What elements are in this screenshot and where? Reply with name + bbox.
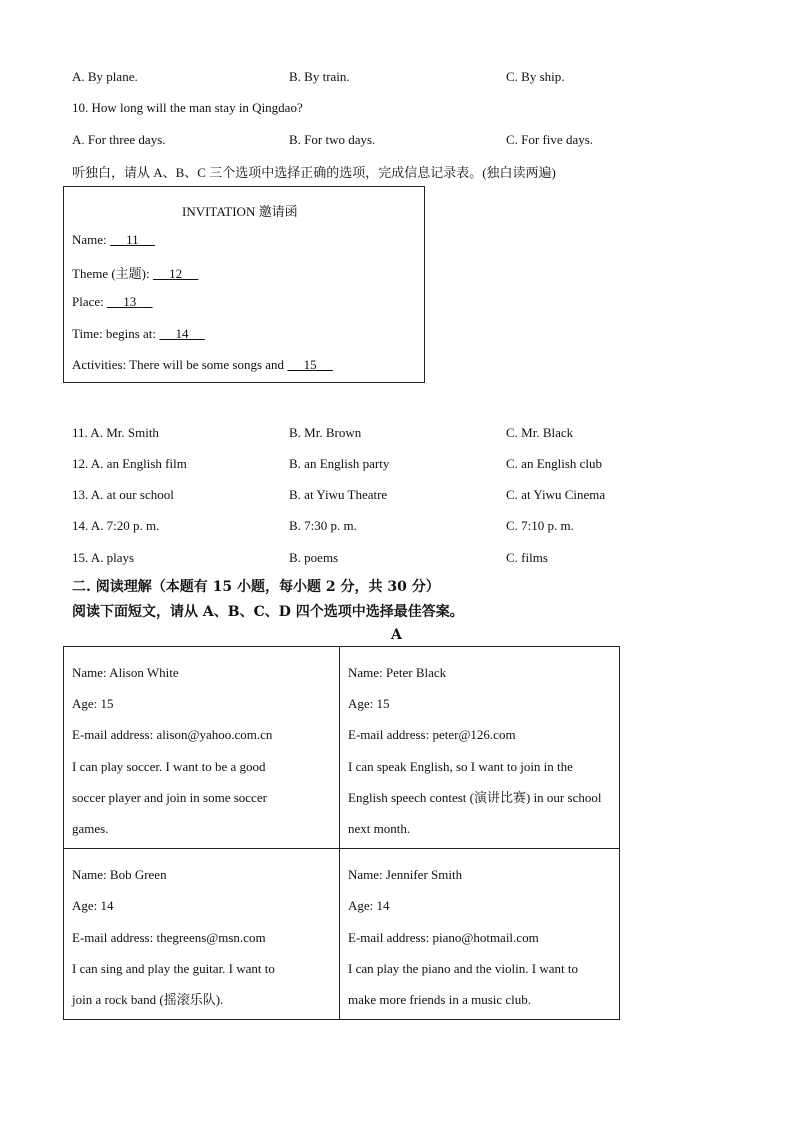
profile-desc-line: I can sing and play the guitar. I want to xyxy=(72,960,275,976)
profile-desc-line: games. xyxy=(72,821,109,837)
invitation-time-line xyxy=(72,326,205,342)
q12-option-b: B. an English party xyxy=(289,456,390,471)
profile-desc-line: English speech contest (演讲比赛) in our school xyxy=(348,789,602,805)
q12-option-a: 12. A. an English film xyxy=(72,456,187,471)
q14-option-a: 14. A. 7:20 p. m. xyxy=(72,518,160,533)
passage-label: A xyxy=(391,627,402,643)
q11-option-b: B. Mr. Brown xyxy=(289,425,362,440)
theme-label: Theme (主题): xyxy=(72,266,153,281)
profile-desc-line: make more friends in a music club. xyxy=(348,992,532,1008)
profiles-table xyxy=(63,646,620,1020)
q10-option-a: A. For three days. xyxy=(72,132,166,147)
q9-option-b: B. By train. xyxy=(289,69,350,84)
q13-option-b: B. at Yiwu Theatre xyxy=(289,487,388,502)
section2-instruction: 阅读下面短文，请从 A、B、C、D 四个选项中选择最佳答案。 xyxy=(72,604,464,620)
section2-heading: 二. 阅读理解（本题有 15 小题，每小题 2 分，共 30 分） xyxy=(72,579,440,595)
profile-name: Name: Jennifer Smith xyxy=(348,867,463,883)
invitation-name-line xyxy=(72,232,155,248)
q14-option-c: C. 7:10 p. m. xyxy=(506,518,574,533)
q10-option-c: C. For five days. xyxy=(506,132,594,147)
table-row xyxy=(64,849,620,1020)
blank-12: 12 xyxy=(169,266,183,281)
name-label: Name: xyxy=(72,232,110,247)
profile-desc-line: next month. xyxy=(348,821,411,837)
profile-name: Name: Bob Green xyxy=(72,867,167,883)
profile-desc-line: join a rock band (摇滚乐队). xyxy=(72,992,224,1008)
time-label: Time: begins at: xyxy=(72,326,160,341)
monologue-instruction: 听独白，请从 A、B、C 三个选项中选择正确的选项，完成信息记录表。(独白读两遍) xyxy=(72,165,556,180)
blank-13: 13 xyxy=(123,294,137,309)
profile-desc-line: I can speak English, so I want to join in the xyxy=(348,758,573,774)
q13-option-c: C. at Yiwu Cinema xyxy=(506,487,606,502)
q9-option-a: A. By plane. xyxy=(72,69,138,84)
profile-desc-line: I can play the piano and the violin. I want to xyxy=(348,960,578,976)
q15-option-c: C. films xyxy=(506,550,548,565)
profile-card-bob xyxy=(64,849,340,1020)
profile-desc-line: soccer player and join in some soccer xyxy=(72,789,267,805)
q11-option-c: C. Mr. Black xyxy=(506,425,574,440)
profile-card-jennifer xyxy=(340,849,620,1020)
invitation-theme-line xyxy=(72,263,198,282)
profile-name: Name: Alison White xyxy=(72,665,179,680)
blank-11: 11 xyxy=(126,232,139,247)
profile-age: Age: 15 xyxy=(348,696,390,712)
profile-email: E-mail address: piano@hotmail.com xyxy=(348,929,539,945)
profile-age: Age: 14 xyxy=(348,898,390,914)
table-row xyxy=(64,647,620,849)
profile-card-peter xyxy=(340,647,620,849)
q9-option-c: C. By ship. xyxy=(506,69,565,84)
profile-name: Name: Peter Black xyxy=(348,665,447,680)
q12-option-c: C. an English club xyxy=(506,456,603,471)
activities-label: Activities: There will be some songs and xyxy=(72,357,288,372)
q10-question: 10. How long will the man stay in Qingdao? xyxy=(72,100,303,115)
profile-email: E-mail address: peter@126.com xyxy=(348,727,516,743)
profile-email: E-mail address: thegreens@msn.com xyxy=(72,929,266,945)
blank-14: 14 xyxy=(175,326,189,341)
profile-desc-line: I can play soccer. I want to be a good xyxy=(72,758,266,774)
blank-15: 15 xyxy=(303,357,317,372)
q14-option-b: B. 7:30 p. m. xyxy=(289,518,357,533)
place-label: Place: xyxy=(72,294,108,309)
q11-option-a: 11. A. Mr. Smith xyxy=(72,425,159,440)
invitation-box xyxy=(63,186,425,383)
invitation-title: INVITATION 邀请函 xyxy=(182,204,298,219)
q15-option-b: B. poems xyxy=(289,550,339,565)
q13-option-a: 13. A. at our school xyxy=(72,487,174,502)
profile-age: Age: 15 xyxy=(72,696,114,712)
profile-age: Age: 14 xyxy=(72,898,114,914)
profile-email: E-mail address: alison@yahoo.com.cn xyxy=(72,727,273,743)
q15-option-a: 15. A. plays xyxy=(72,550,135,565)
invitation-place-line xyxy=(72,294,153,310)
invitation-activities-line xyxy=(72,357,333,373)
profile-card-alison xyxy=(64,647,340,849)
q10-option-b: B. For two days. xyxy=(289,132,376,147)
